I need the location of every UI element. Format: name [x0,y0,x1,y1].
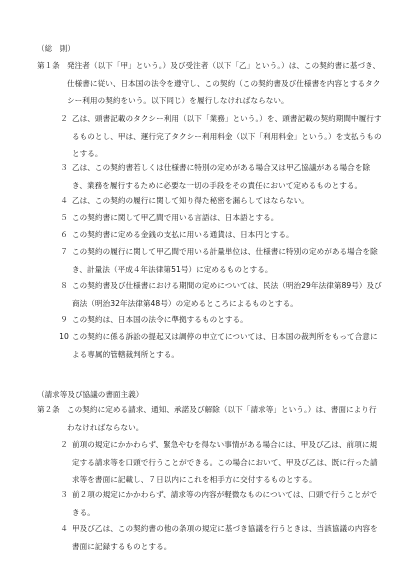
paragraph-number: 10 [59,332,69,341]
paragraph: この契約の履行に関して甲乙間で用いる計量単位は、仕様書に特別の定めがある場合を除き、計量法（平成４年法律第51号）に定めるものとする。 [72,247,378,274]
paragraph: この契約に係る訴訟の提起又は調停の申立てについては、日本国の裁判所をもって合意による専属的管轄裁判所とする。 [72,332,378,359]
paragraph-number: ２ [60,440,68,449]
paragraph: この契約書に定める金銭の支払に用いる通貨は、日本円とする。 [72,230,294,239]
paragraph-number: ２ [60,114,68,123]
paragraph: この契約書及び仕様書における期間の定めについては、民法（明治29年法律第89号）及び商法（明治32年法律第48号）の定めるところによるものとする。 [72,281,382,308]
paragraph: この契約に定める請求、通知、承諾及び解除（以下「請求等」という。）は、書面により行わなければならない。 [67,405,377,432]
paragraph: 前項の規定にかかわらず、緊急やむを得ない事情がある場合には、甲及び乙は、前項に規定する請求等を口頭で行うことができる。この場合において、甲及び乙は、既に行った請求等を書面に記載し、７日以内にこれを相手方に交付するものとする。 [72,440,378,484]
paragraph-number: ４ [60,196,68,205]
paragraph-number: ３ [60,163,68,172]
paragraph: この契約は、日本国の法令に準拠するものとする。 [72,315,248,324]
paragraph-number: ６ [60,230,68,239]
paragraph: この契約書に関して甲乙間で用いる言語は、日本語とする。 [72,213,279,222]
paragraph-number: ５ [60,213,68,222]
article-number: 第１条 [37,61,60,70]
section-heading: （請求等及び協議の書面主義） [37,390,144,399]
paragraph: 発注者（以下「甲」という。）及び受注者（以下「乙」という。）は、この契約書に基づき、仕様書に従い、日本国の法令を遵守し、この契約（この契約書及び仕様書を内容とするタクシー利用の契約をいう。以下同じ）を履行しなければならない。 [67,61,381,105]
article-number: 第２条 [37,405,60,414]
section-heading: （総 則） [37,44,75,53]
paragraph-number: ７ [60,247,68,256]
paragraph: 乙は、頭書記載のタクシー利用（以下「業務」という。）を、頭書記載の契約期間中履行するものとし、甲は、運行完了タクシー利用料金（以下「利用料金」という。）を支払うものとする。 [72,114,382,158]
paragraph: 前２項の規定にかかわらず、請求等の内容が軽微なものについては、口頭で行うことができる。 [72,490,377,517]
paragraph-number: ３ [60,490,68,499]
paragraph: 乙は、この契約書若しくは仕様書に特別の定めがある場合又は甲乙協議がある場合を除き、業務を履行するために必要な一切の手段をその責任において定めるものとする。 [72,163,371,190]
paragraph: 甲及び乙は、この契約書の他の条項の規定に基づき協議を行うときは、当該協議の内容を書面に記録するものとする。 [72,524,378,551]
paragraph-number: ４ [60,524,68,533]
paragraph-number: ９ [60,315,68,324]
paragraph-number: ８ [60,281,68,290]
paragraph: 乙は、この契約の履行に関して知り得た秘密を漏らしてはならない。 [72,196,309,205]
